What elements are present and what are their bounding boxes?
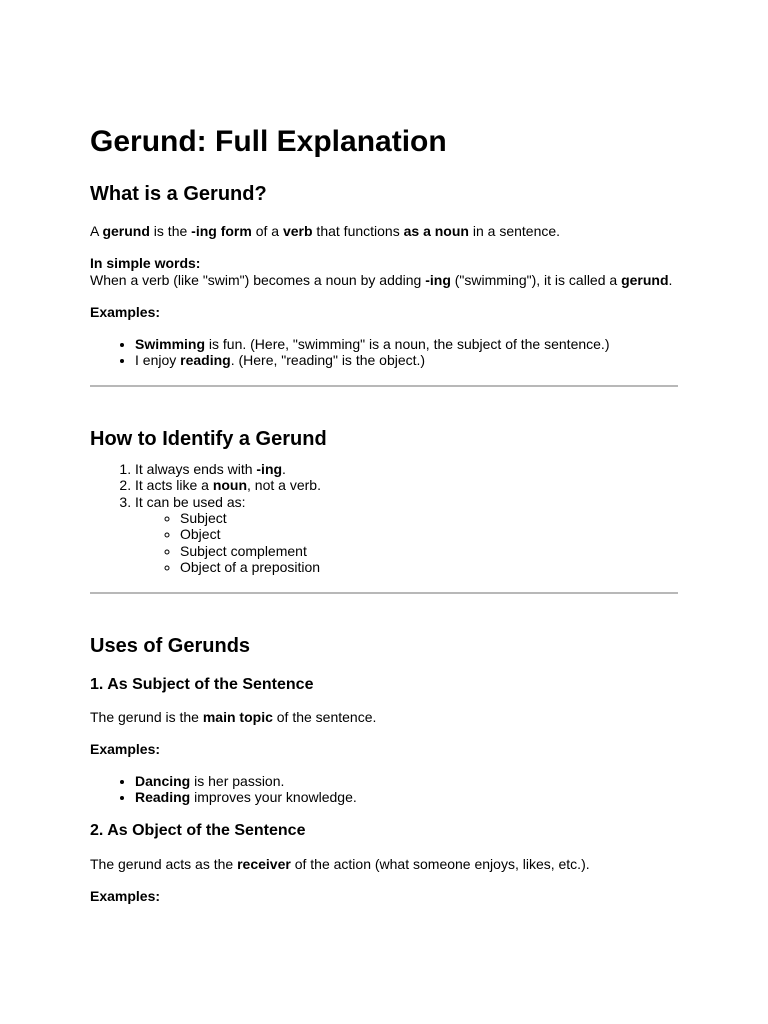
simple-words-text: When a verb (like "swim") becomes a noun by adding -ing ("swimming"), it is called a gerund. xyxy=(90,272,673,288)
list-item: • Swimming is fun. (Here, "swimming" is a noun, the subject of the sentence.) xyxy=(135,336,678,352)
subheading-subject: 1. As Subject of the Sentence xyxy=(90,675,314,693)
subheading-object: 2. As Object of the Sentence xyxy=(90,822,306,840)
bold-text: reading xyxy=(180,352,231,369)
bold-text: gerund xyxy=(102,223,150,239)
simple-words-label: In simple words: xyxy=(90,255,201,271)
section-heading-what: What is a Gerund? xyxy=(90,183,267,205)
page-title: Gerund: Full Explanation xyxy=(90,125,447,158)
examples-list-what xyxy=(90,336,678,369)
list-item: ◦ Subject complement xyxy=(180,543,678,559)
section-heading-uses: Uses of Gerunds xyxy=(90,634,251,657)
bold-text: Dancing xyxy=(135,772,191,789)
examples-label-object: Examples: xyxy=(90,888,161,905)
list-item: ◦ Object xyxy=(180,526,678,542)
list-item: • Reading improves your knowledge. xyxy=(135,789,678,805)
bold-text: verb xyxy=(282,223,313,239)
bold-text: -ing form xyxy=(191,223,252,239)
list-item: ◦ Subject xyxy=(180,510,678,526)
bold-text: -ing xyxy=(425,272,451,288)
list-item: ◦ Object of a preposition xyxy=(180,559,678,575)
examples-list-subject xyxy=(90,773,678,806)
list-item: 1. It always ends with -ing. xyxy=(135,461,678,477)
identify-steps-list xyxy=(90,461,678,576)
list-item xyxy=(135,494,678,576)
subject-description: The gerund is the main topic of the sentence. xyxy=(90,708,377,725)
document-page xyxy=(90,124,678,905)
list-item: • I enjoy reading. (Here, "reading" is the object.) xyxy=(135,352,678,368)
object-description: The gerund acts as the receiver of the action (what someone enjoys, likes, etc.). xyxy=(90,856,590,873)
bold-text: gerund xyxy=(621,272,669,288)
section-heading-identify: How to Identify a Gerund xyxy=(90,427,327,450)
definition-paragraph: A gerund is the -ing form of a verb that functions as a noun in a sentence. xyxy=(90,223,561,239)
list-item: 2. It acts like a noun, not a verb. xyxy=(135,477,678,493)
bold-text: as a noun xyxy=(403,223,469,239)
bold-text: Reading xyxy=(135,789,191,806)
bold-text: receiver xyxy=(237,856,291,873)
bold-text: main topic xyxy=(202,708,273,725)
examples-label-subject: Examples: xyxy=(90,740,161,757)
gerund-uses-sublist xyxy=(135,510,678,576)
list-item-text: It can be used as: xyxy=(135,493,246,510)
bold-text: noun xyxy=(212,477,248,494)
bold-text: Swimming xyxy=(135,336,206,352)
list-item: • Dancing is her passion. xyxy=(135,773,678,789)
bold-text: -ing xyxy=(256,460,283,477)
examples-label-what: Examples: xyxy=(90,304,161,320)
